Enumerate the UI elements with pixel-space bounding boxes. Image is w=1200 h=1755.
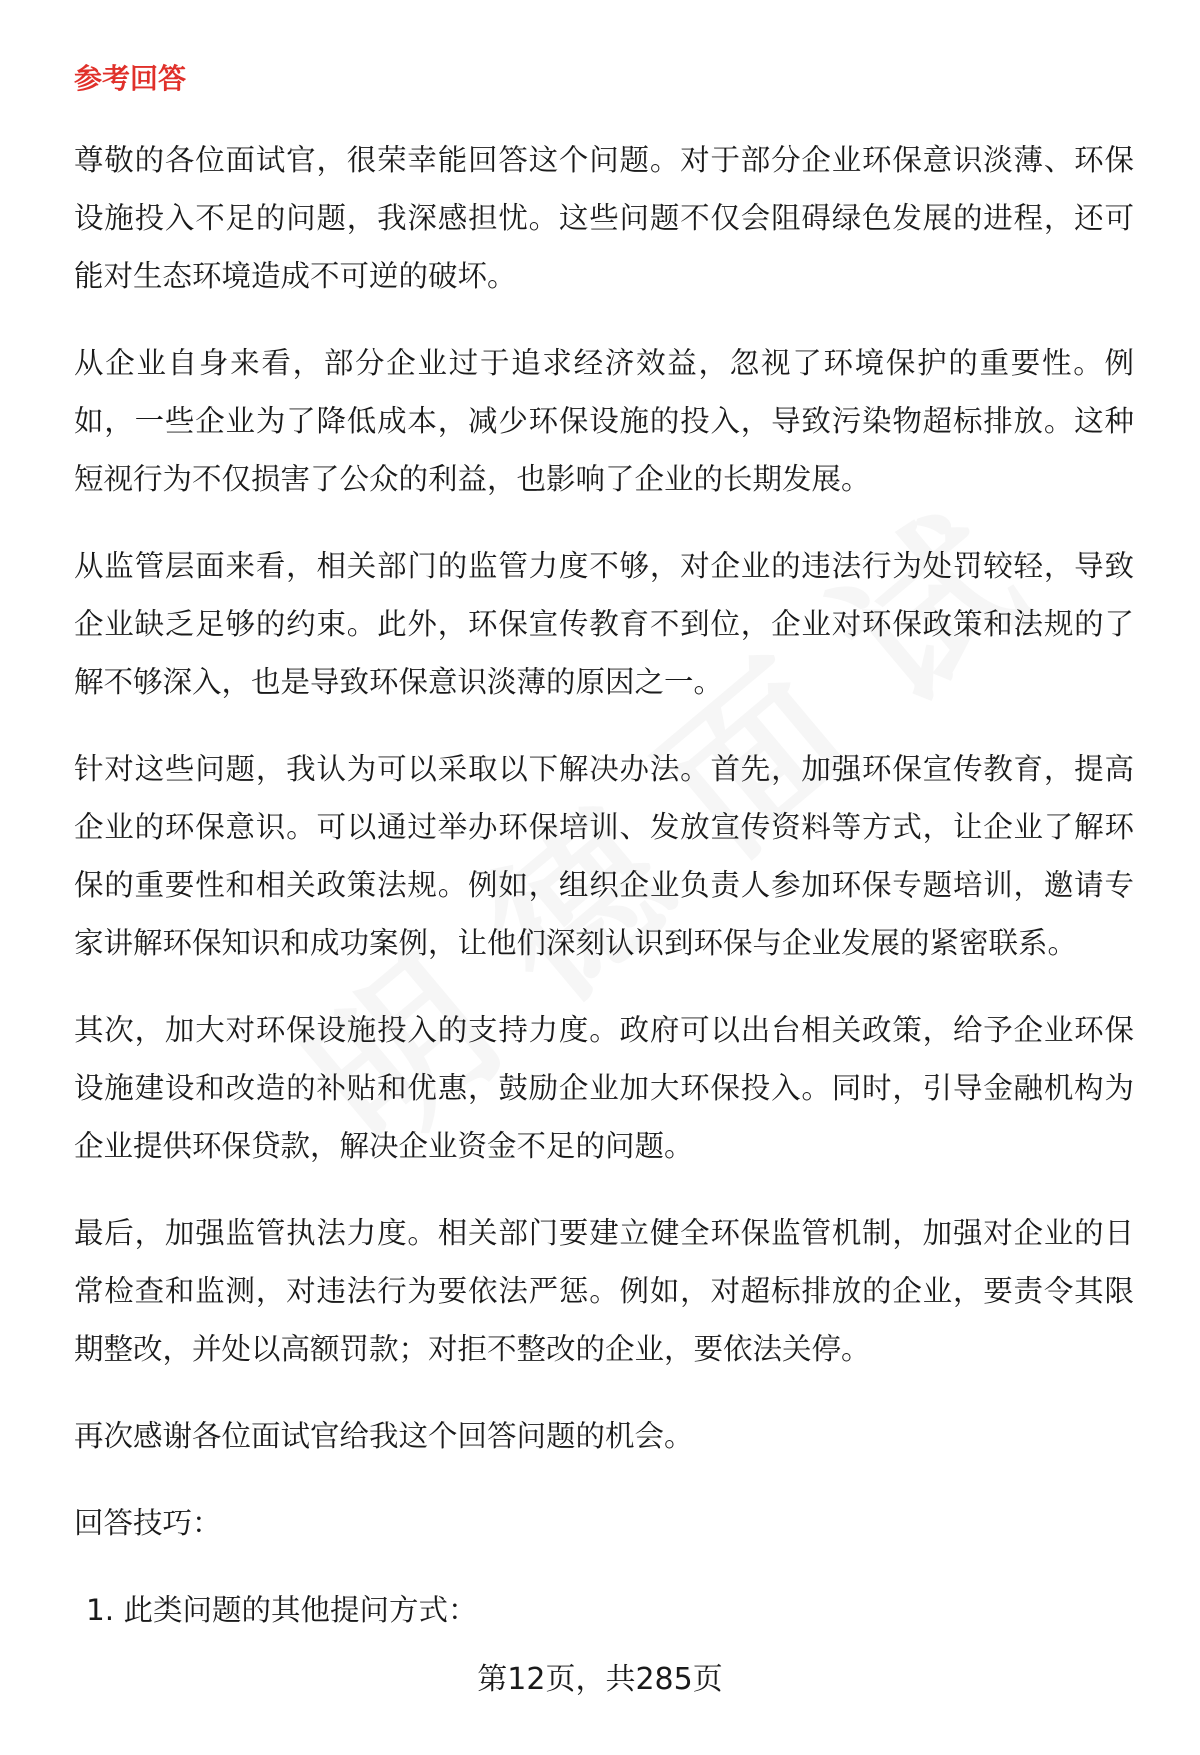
paragraph-enterprise: 从企业自身来看，部分企业过于追求经济效益，忽视了环境保护的重要性。例如，一些企业为了降低成本，减少环保设施的投入，导致污染物超标排放。这种短视行为不仅损害了公众的利益，也影响了企业的长期发展。: [74, 346, 1134, 496]
list-item: 1. 此类问题的其他提问方式：: [86, 1593, 478, 1627]
paragraph-solution-2: 其次，加大对环保设施投入的支持力度。政府可以出台相关政策，给予企业环保设施建设和改造的补贴和优惠，鼓励企业加大环保投入。同时，引导金融机构为企业提供环保贷款，解决企业资金不足的问题。: [74, 1013, 1134, 1163]
page-number: 第12页，共285页: [477, 1662, 723, 1697]
paragraph-solution-1: 针对这些问题，我认为可以采取以下解决办法。首先，加强环保宣传教育，提高企业的环保意识。可以通过举办环保培训、发放宣传资料等方式，让企业了解环保的重要性和相关政策法规。例如，组织企业负责人参加环保专题培训，邀请专家讲解环保知识和成功案例，让他们深刻认识到环保与企业发展的紧密联系。: [74, 752, 1134, 960]
paragraph-intro: 尊敬的各位面试官，很荣幸能回答这个问题。对于部分企业环保意识淡薄、环保设施投入不足的问题，我深感担忧。这些问题不仅会阻碍绿色发展的进程，还可能对生态环境造成不可逆的破坏。: [74, 143, 1134, 293]
section-title: 参考回答: [74, 62, 187, 95]
paragraph-solution-3: 最后，加强监管执法力度。相关部门要建立健全环保监管机制，加强对企业的日常检查和监测，对违法行为要依法严惩。例如，对超标排放的企业，要责令其限期整改，并处以高额罚款；对拒不整改的企业，要依法关停。: [74, 1216, 1134, 1366]
paragraph-closing: 再次感谢各位面试官给我这个回答问题的机会。: [74, 1419, 694, 1453]
answer-content: [74, 131, 1134, 1639]
tips-heading: 回答技巧：: [74, 1506, 222, 1540]
paragraph-regulation: 从监管层面来看，相关部门的监管力度不够，对企业的违法行为处罚较轻，导致企业缺乏足够的约束。此外，环保宣传教育不到位，企业对环保政策和法规的了解不够深入，也是导致环保意识淡薄的原因之一。: [74, 549, 1134, 699]
